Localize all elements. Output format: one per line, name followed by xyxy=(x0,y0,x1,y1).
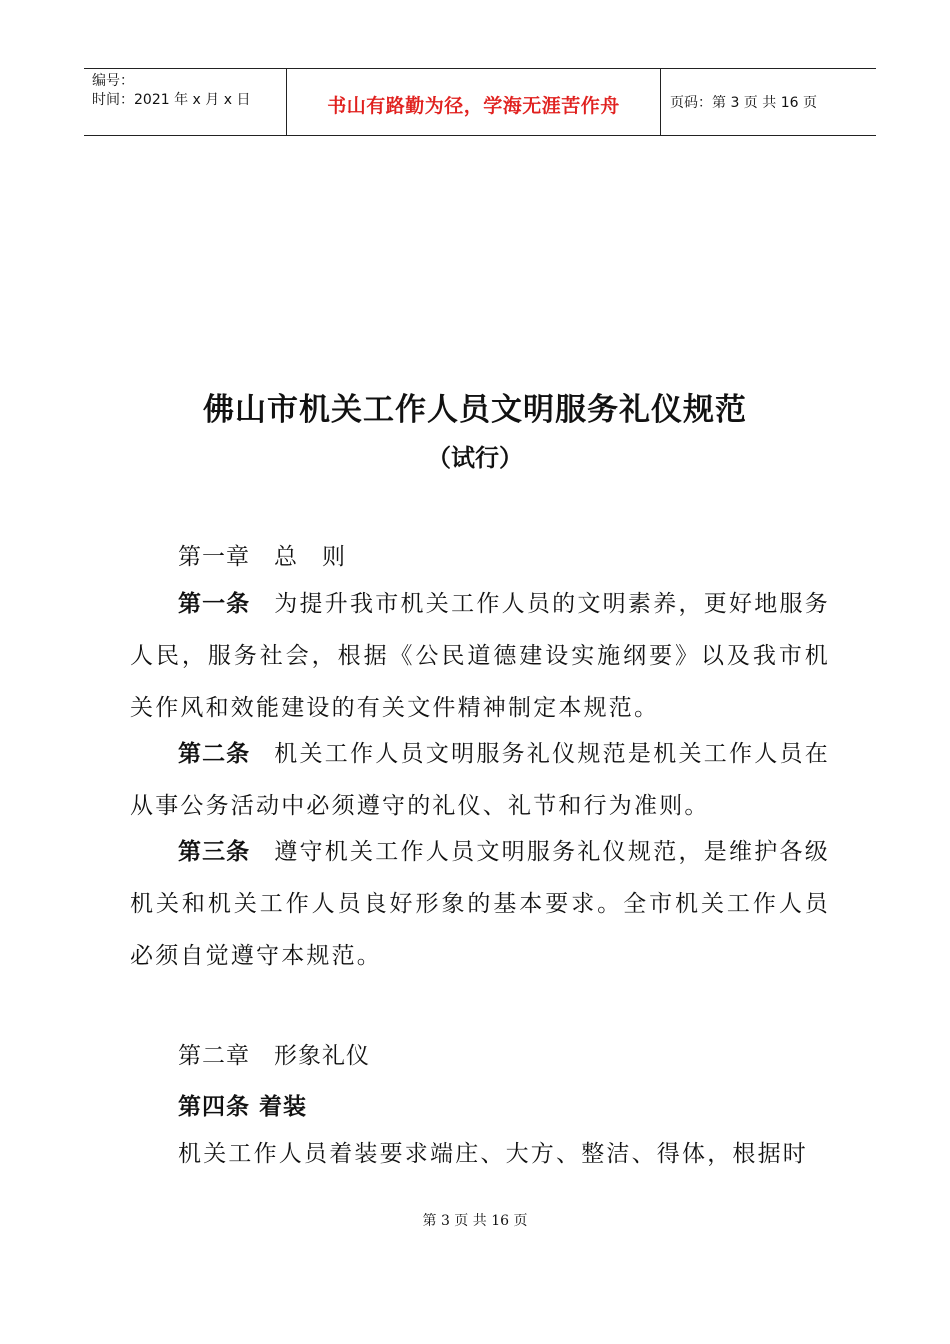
document-title: 佛山市机关工作人员文明服务礼仪规范 xyxy=(203,392,747,428)
page-footer: 第 3 页 共 16 页 xyxy=(422,1213,528,1229)
article-text: 机关工作人员着装要求端庄、大方、整洁、得体，根据时 xyxy=(178,1141,808,1167)
header-meta xyxy=(84,69,286,135)
article-label: 第一条 xyxy=(178,591,251,617)
article-paragraph xyxy=(130,578,830,734)
article-paragraph xyxy=(130,1128,830,1180)
motto-text: 书山有路勤为径，学海无涯苦作舟 xyxy=(327,94,620,117)
header-motto-cell xyxy=(286,69,661,135)
article-paragraph xyxy=(130,728,830,832)
article-text: 遵守机关工作人员文明服务礼仪规范，是维护各级机关和机关工作人员良好形象的基本要求。全市机关工作人员必须自觉遵守本规范。 xyxy=(130,839,830,969)
page-label: 页码：第 3 页 共 16 页 xyxy=(670,95,817,111)
article-label: 第三条 xyxy=(178,839,251,865)
article-paragraph xyxy=(130,826,830,982)
article-label: 第二条 xyxy=(178,741,251,767)
number-label: 编号： xyxy=(92,73,134,89)
chapter-heading: 第一章 总 则 xyxy=(178,544,346,570)
document-subtitle: （试行） xyxy=(427,444,523,472)
header-page-cell xyxy=(661,69,876,135)
document-header xyxy=(84,68,876,136)
article-text: 机关工作人员文明服务礼仪规范是机关工作人员在从事公务活动中必须遵守的礼仪、礼节和行为准则。 xyxy=(130,741,830,819)
date-label: 时间：2021 年 x 月 x 日 xyxy=(92,92,251,108)
article-text: 为提升我市机关工作人员的文明素养，更好地服务人民，服务社会，根据《公民道德建设实施纲要》以及我市机关作风和效能建设的有关文件精神制定本规范。 xyxy=(130,591,830,721)
chapter-heading: 第二章 形象礼仪 xyxy=(178,1043,370,1069)
article-heading: 第四条 着装 xyxy=(178,1094,308,1120)
